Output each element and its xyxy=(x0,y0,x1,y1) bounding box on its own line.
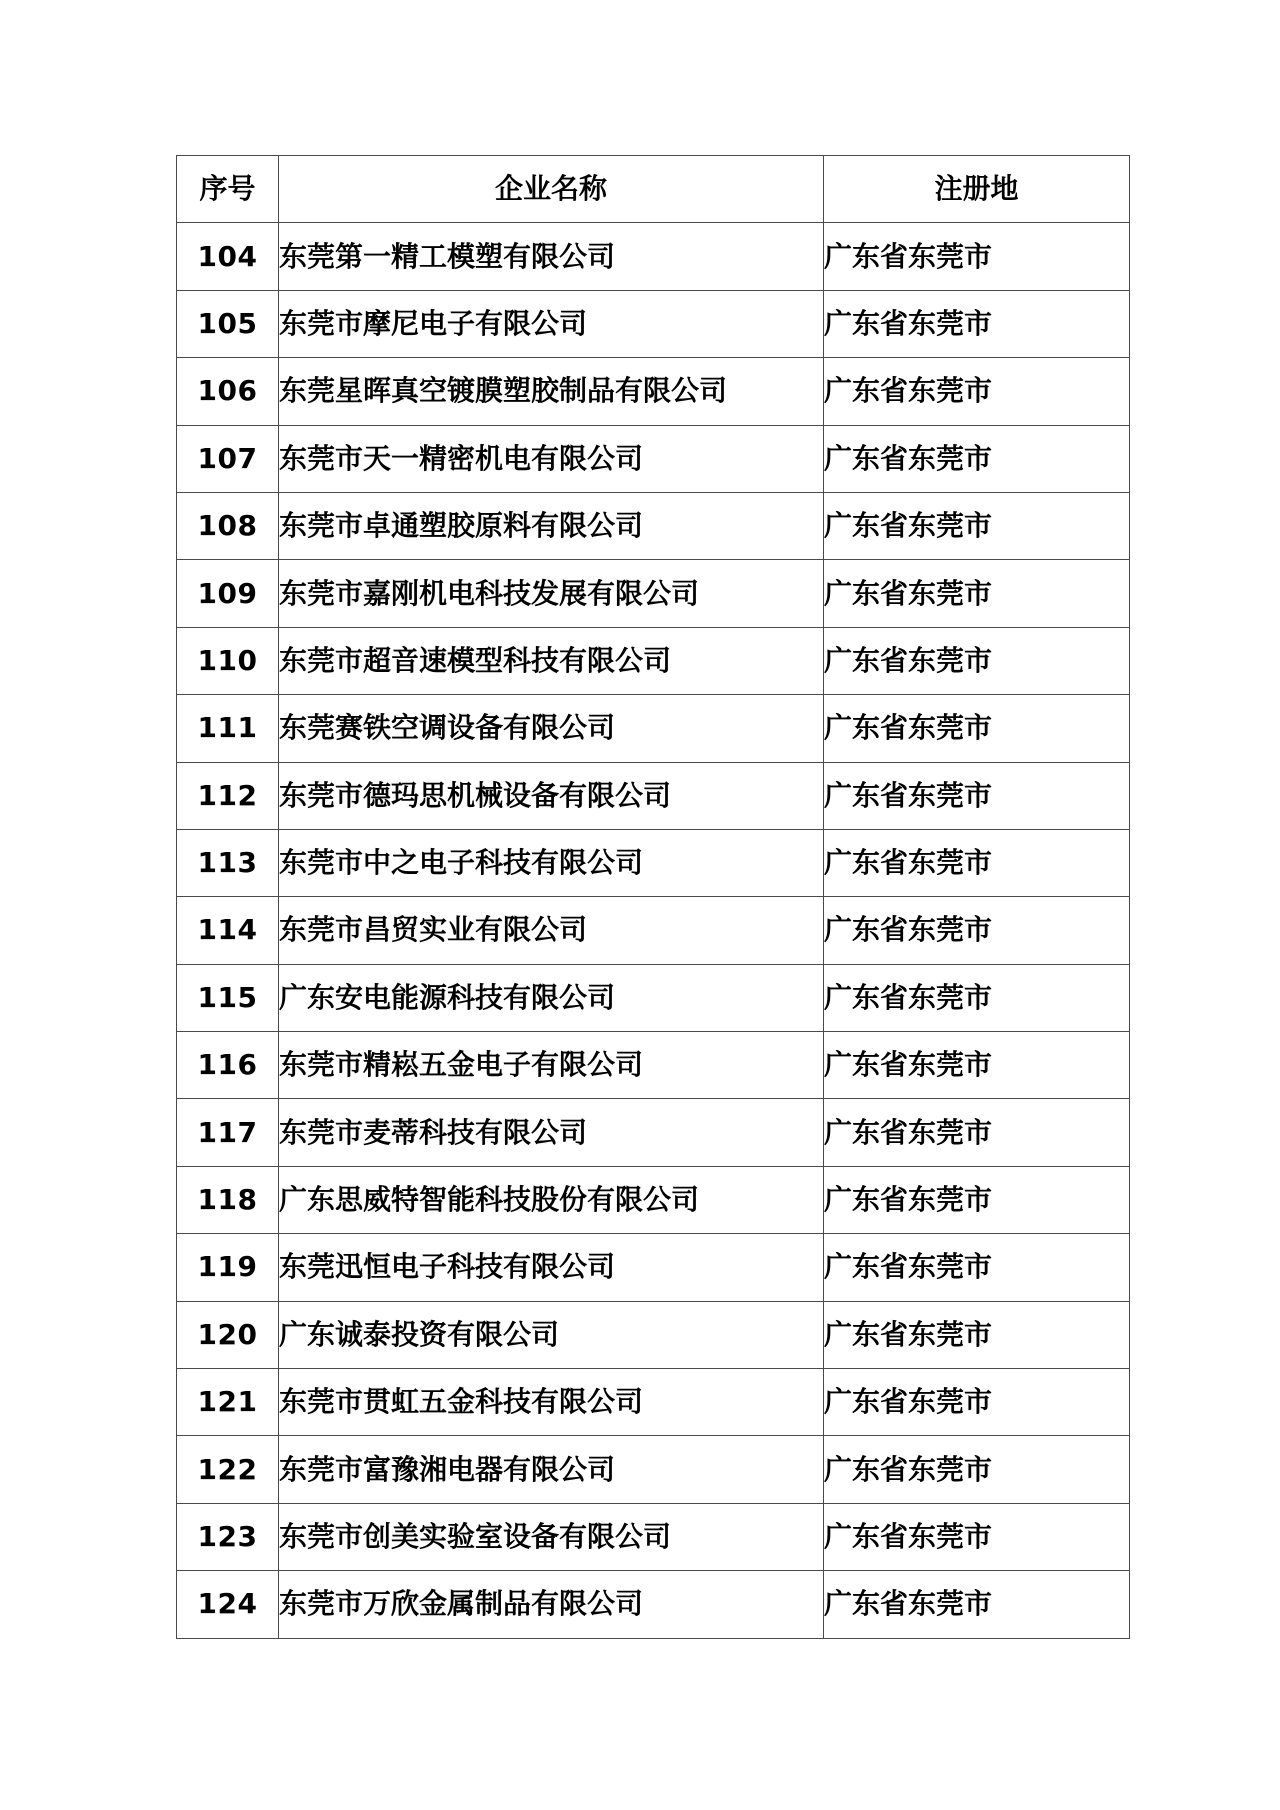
serial-number-cell: 119 xyxy=(177,1234,279,1301)
serial-number-cell: 114 xyxy=(177,897,279,964)
serial-number-cell: 110 xyxy=(177,627,279,694)
company-name-cell: 东莞市摩尼电子有限公司 xyxy=(279,290,824,357)
table-row xyxy=(177,492,1130,559)
registered-location-cell: 广东省东莞市 xyxy=(824,223,1130,290)
header-registered-location: 注册地 xyxy=(824,156,1130,223)
company-name-cell: 东莞市中之电子科技有限公司 xyxy=(279,829,824,896)
header-row xyxy=(177,156,1130,223)
company-name-cell: 东莞市昌贸实业有限公司 xyxy=(279,897,824,964)
company-name-cell: 东莞市超音速模型科技有限公司 xyxy=(279,627,824,694)
registered-location-cell: 广东省东莞市 xyxy=(824,762,1130,829)
table-row xyxy=(177,695,1130,762)
serial-number-cell: 121 xyxy=(177,1369,279,1436)
table-row xyxy=(177,560,1130,627)
company-name-cell: 东莞星晖真空镀膜塑胶制品有限公司 xyxy=(279,358,824,425)
table-row xyxy=(177,1032,1130,1099)
serial-number-cell: 118 xyxy=(177,1166,279,1233)
table-row xyxy=(177,762,1130,829)
serial-number-cell: 120 xyxy=(177,1301,279,1368)
serial-number-cell: 107 xyxy=(177,425,279,492)
registered-location-cell: 广东省东莞市 xyxy=(824,1436,1130,1503)
registered-location-cell: 广东省东莞市 xyxy=(824,425,1130,492)
company-name-cell: 东莞市贯虹五金科技有限公司 xyxy=(279,1369,824,1436)
company-name-cell: 广东诚泰投资有限公司 xyxy=(279,1301,824,1368)
company-name-cell: 东莞市富豫湘电器有限公司 xyxy=(279,1436,824,1503)
table-header xyxy=(177,156,1130,223)
serial-number-cell: 104 xyxy=(177,223,279,290)
table-row xyxy=(177,290,1130,357)
table-row xyxy=(177,627,1130,694)
table-row xyxy=(177,1436,1130,1503)
company-name-cell: 东莞第一精工模塑有限公司 xyxy=(279,223,824,290)
serial-number-cell: 113 xyxy=(177,829,279,896)
table-row xyxy=(177,964,1130,1031)
company-name-cell: 东莞市精崧五金电子有限公司 xyxy=(279,1032,824,1099)
registered-location-cell: 广东省东莞市 xyxy=(824,964,1130,1031)
table-row xyxy=(177,1166,1130,1233)
table-row xyxy=(177,897,1130,964)
serial-number-cell: 115 xyxy=(177,964,279,1031)
serial-number-cell: 124 xyxy=(177,1571,279,1638)
header-company-name: 企业名称 xyxy=(279,156,824,223)
company-name-cell: 东莞市麦蒂科技有限公司 xyxy=(279,1099,824,1166)
table-row xyxy=(177,223,1130,290)
company-name-cell: 东莞市卓通塑胶原料有限公司 xyxy=(279,492,824,559)
registered-location-cell: 广东省东莞市 xyxy=(824,627,1130,694)
table-row xyxy=(177,829,1130,896)
header-serial-number: 序号 xyxy=(177,156,279,223)
company-name-cell: 东莞市天一精密机电有限公司 xyxy=(279,425,824,492)
registered-location-cell: 广东省东莞市 xyxy=(824,560,1130,627)
serial-number-cell: 122 xyxy=(177,1436,279,1503)
serial-number-cell: 117 xyxy=(177,1099,279,1166)
registered-location-cell: 广东省东莞市 xyxy=(824,1503,1130,1570)
registered-location-cell: 广东省东莞市 xyxy=(824,1166,1130,1233)
table-row xyxy=(177,1503,1130,1570)
company-name-cell: 东莞市创美实验室设备有限公司 xyxy=(279,1503,824,1570)
registered-location-cell: 广东省东莞市 xyxy=(824,290,1130,357)
serial-number-cell: 112 xyxy=(177,762,279,829)
table-row xyxy=(177,1099,1130,1166)
table-row xyxy=(177,425,1130,492)
registered-location-cell: 广东省东莞市 xyxy=(824,1234,1130,1301)
table-row xyxy=(177,1234,1130,1301)
serial-number-cell: 116 xyxy=(177,1032,279,1099)
company-name-cell: 东莞市德玛思机械设备有限公司 xyxy=(279,762,824,829)
table-row xyxy=(177,358,1130,425)
serial-number-cell: 111 xyxy=(177,695,279,762)
company-name-cell: 东莞迅恒电子科技有限公司 xyxy=(279,1234,824,1301)
company-name-cell: 东莞市万欣金属制品有限公司 xyxy=(279,1571,824,1638)
registered-location-cell: 广东省东莞市 xyxy=(824,1369,1130,1436)
registered-location-cell: 广东省东莞市 xyxy=(824,897,1130,964)
serial-number-cell: 109 xyxy=(177,560,279,627)
registered-location-cell: 广东省东莞市 xyxy=(824,1099,1130,1166)
company-name-cell: 东莞市嘉刚机电科技发展有限公司 xyxy=(279,560,824,627)
table-row xyxy=(177,1571,1130,1638)
serial-number-cell: 106 xyxy=(177,358,279,425)
serial-number-cell: 123 xyxy=(177,1503,279,1570)
table-row xyxy=(177,1301,1130,1368)
enterprise-table xyxy=(176,155,1130,1639)
registered-location-cell: 广东省东莞市 xyxy=(824,1301,1130,1368)
company-name-cell: 东莞赛铁空调设备有限公司 xyxy=(279,695,824,762)
table-body xyxy=(177,223,1130,1638)
company-name-cell: 广东思威特智能科技股份有限公司 xyxy=(279,1166,824,1233)
serial-number-cell: 108 xyxy=(177,492,279,559)
table-row xyxy=(177,1369,1130,1436)
registered-location-cell: 广东省东莞市 xyxy=(824,829,1130,896)
registered-location-cell: 广东省东莞市 xyxy=(824,1571,1130,1638)
registered-location-cell: 广东省东莞市 xyxy=(824,492,1130,559)
registered-location-cell: 广东省东莞市 xyxy=(824,1032,1130,1099)
company-name-cell: 广东安电能源科技有限公司 xyxy=(279,964,824,1031)
serial-number-cell: 105 xyxy=(177,290,279,357)
registered-location-cell: 广东省东莞市 xyxy=(824,695,1130,762)
registered-location-cell: 广东省东莞市 xyxy=(824,358,1130,425)
